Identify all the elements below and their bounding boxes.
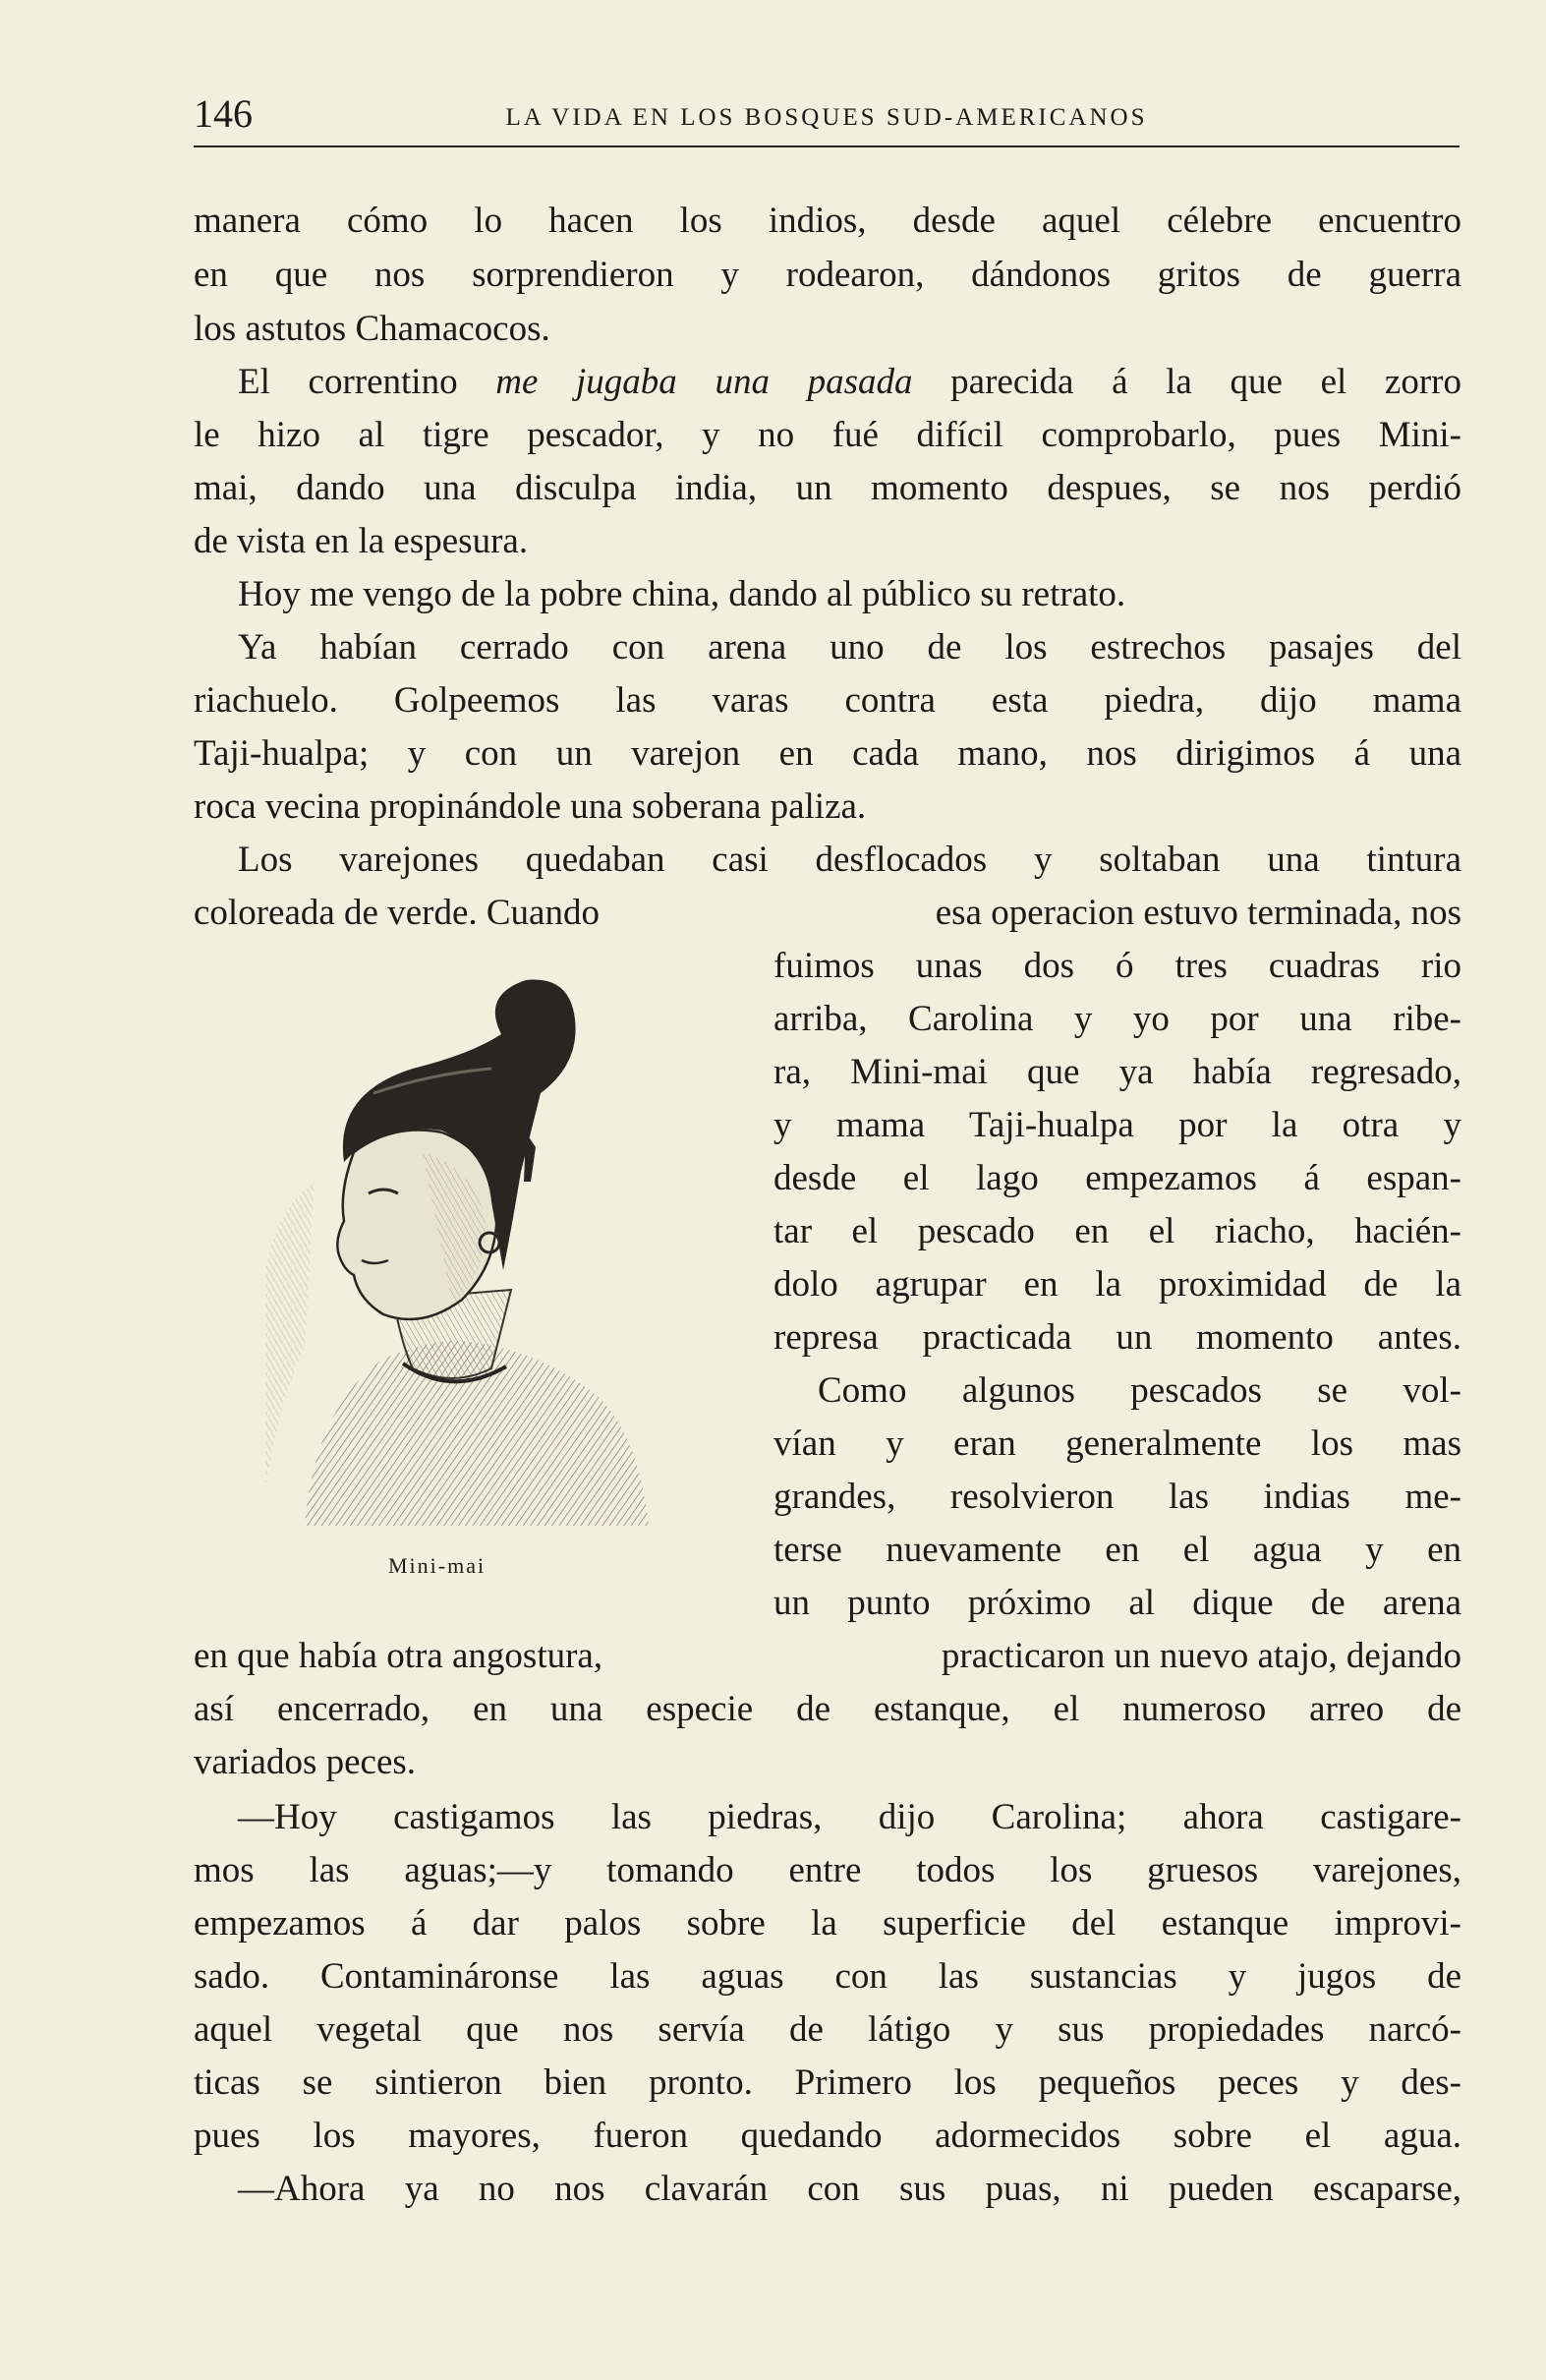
text-line: un punto próximo al dique de arena xyxy=(773,1583,1461,1623)
text-line: riachuelo. Golpeemos las varas contra esta piedra, dijo mama xyxy=(194,680,1461,721)
text-line: ra, Mini-mai que ya había regresado, xyxy=(773,1052,1461,1092)
text-line: le hizo al tigre pescador, y no fué difícil comprobarlo, pues Mini- xyxy=(194,415,1461,455)
page-number: 146 xyxy=(194,91,253,136)
text-line: sado. Contamináronse las aguas con las sustancias y jugos de xyxy=(194,1956,1461,1997)
text-line: así encerrado, en una especie de estanque, el numeroso arreo de xyxy=(194,1689,1461,1729)
text-line: y mama Taji-hualpa por la otra y xyxy=(773,1105,1461,1145)
text-line: —Hoy castigamos las piedras, dijo Carolina; ahora castigare- xyxy=(238,1797,1461,1837)
running-head: LA VIDA EN LOS BOSQUES SUD-AMERICANOS xyxy=(505,104,1148,131)
text-line: empezamos á dar palos sobre la superficie del estanque improvi- xyxy=(194,1903,1461,1944)
text-line: en que nos sorprendieron y rodearon, dándonos gritos de guerra xyxy=(194,255,1461,295)
text-run: en que había otra angostura, xyxy=(194,1636,603,1676)
text-line: Hoy me vengo de la pobre china, dando al público su retrato. xyxy=(238,574,1126,614)
text-line: Los varejones quedaban casi desflocados y soltaban una tintura xyxy=(238,840,1461,880)
text-line: de vista en la espesura. xyxy=(194,521,529,561)
text-line: —Ahora ya no nos clavarán con sus puas, ni pueden escaparse, xyxy=(238,2169,1461,2209)
text-line: arriba, Carolina y yo por una ribe- xyxy=(773,999,1461,1039)
text-line: variados peces. xyxy=(194,1742,417,1782)
text-line: represa practicada un momento antes. xyxy=(773,1317,1461,1358)
text-run: coloreada de verde. Cuando xyxy=(194,893,600,933)
text-line: Taji-hualpa; y con un varejon en cada mano, nos dirigimos á una xyxy=(194,733,1461,774)
text-run: practicaron un nuevo atajo, dejando xyxy=(941,1636,1461,1676)
text-line: tar el pescado en el riacho, hacién- xyxy=(773,1211,1461,1251)
text-line: dolo agrupar en la proximidad de la xyxy=(773,1264,1461,1305)
text-run: esa operacion estuvo terminada, nos xyxy=(935,893,1461,933)
text-line: mai, dando una disculpa india, un momento despues, se nos perdió xyxy=(194,468,1461,508)
figure-caption: Mini-mai xyxy=(388,1553,487,1578)
text-line: Ya habían cerrado con arena uno de los estrechos pasajes del xyxy=(238,627,1461,668)
text-line: fuimos unas dos ó tres cuadras rio xyxy=(773,946,1461,986)
portrait-illustration xyxy=(246,975,708,1526)
page-header xyxy=(194,88,1460,147)
text-line: mos las aguas;—y tomando entre todos los gruesos varejones, xyxy=(194,1850,1461,1890)
text-line: desde el lago empezamos á espan- xyxy=(773,1158,1461,1198)
text-run: El correntino xyxy=(238,362,496,402)
text-line xyxy=(194,358,1461,407)
text-line: roca vecina propinándole una soberana paliza. xyxy=(194,786,867,827)
italic-phrase: me jugaba una pasada xyxy=(495,362,913,402)
text-line: Como algunos pescados se vol- xyxy=(818,1370,1461,1411)
text-line: vían y eran generalmente los mas xyxy=(773,1423,1461,1464)
text-run: parecida á la que el zorro xyxy=(912,362,1461,402)
text-line: ticas se sintieron bien pronto. Primero los pequeños peces y des- xyxy=(194,2062,1461,2103)
background-shading xyxy=(265,1182,315,1486)
text-line: pues los mayores, fueron quedando adormecidos sobre el agua. xyxy=(194,2116,1461,2156)
text-line: grandes, resolvieron las indias me- xyxy=(773,1477,1461,1517)
text-line: terse nuevamente en el agua y en xyxy=(773,1530,1461,1570)
text-line: los astutos Chamacocos. xyxy=(194,309,550,349)
text-line: manera cómo lo hacen los indios, desde aquel célebre encuentro xyxy=(194,201,1461,241)
pendant xyxy=(524,1132,536,1182)
text-line: aquel vegetal que nos servía de látigo y sus propiedades narcó- xyxy=(194,2009,1461,2050)
